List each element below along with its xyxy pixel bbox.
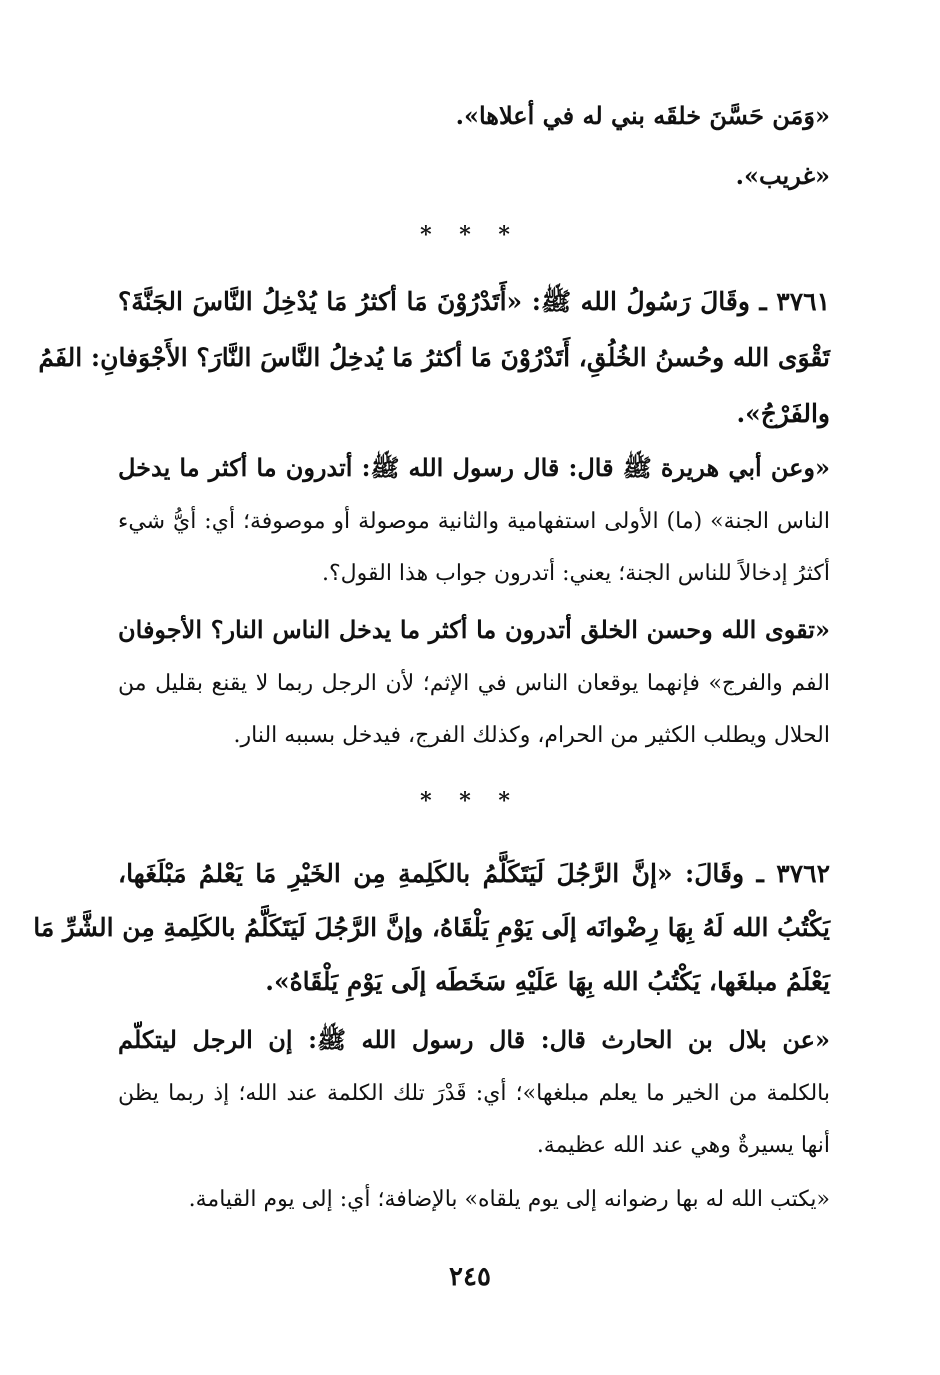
commentary-line-3: أكثرُ إدخالاً للناس الجنة؛ يعني: أتدرون جواب هذا القول؟. bbox=[321, 561, 830, 586]
commentary-line-6: الحلال ويطلب الكثير من الحرام، وكذلك الفرج، فيدخل بسببه النار. bbox=[233, 723, 830, 748]
commentary-line-8: بالكلمة من الخير ما يعلم مبلغها»؛ أي: قَدْرَ تلك الكلمة عند الله؛ إذ ربما يظن bbox=[118, 1081, 830, 1106]
section-separator-1: * * * bbox=[420, 222, 520, 248]
commentary-line-5: الفم والفرج» فإنهما يوقعان الناس في الإثم؛ لأن الرجل ربما لا يقنع بقليل من bbox=[118, 671, 830, 696]
text-line-2: «غريب». bbox=[735, 161, 830, 190]
hadith-3762-line-1: ٣٧٦٢ ـ وقَالَ: «إنَّ الرَّجُلَ لَيَتَكَلَّمُ بالكَلِمةِ مِن الخَيْرِ مَا يَعْلمُ مَبْلَغَها، bbox=[118, 859, 830, 888]
hadith-3761-line-3: والفَرْجُ». bbox=[736, 399, 830, 428]
commentary-line-2: الناس الجنة» (ما) الأولى استفهامية والثانية موصولة أو موصوفة؛ أي: أيُّ شيء bbox=[118, 509, 830, 534]
commentary-line-7: «عن بلال بن الحارث قال: قال رسول الله ﷺ: إن الرجل ليتكلّم bbox=[118, 1025, 830, 1054]
hadith-3762-line-3: يَعْلَمُ مبلغَها، يَكْتُبُ الله بِهَا عَلَيْهِ سَخَطَه إلَى يَوْمِ يَلْقَاهُ». bbox=[265, 967, 830, 996]
commentary-line-4: «تقوى الله وحسن الخلق أتدرون ما أكثر ما يدخل الناس النار؟ الأجوفان bbox=[118, 615, 830, 644]
page-number: ٢٤٥ bbox=[449, 1262, 491, 1292]
hadith-3761-line-1: ٣٧٦١ ـ وقَالَ رَسُولُ الله ﷺ: «أَتَدْرُوْنَ مَا أكثرُ مَا يُدْخِلُ النَّاسَ الجَنَّةَ؟ bbox=[118, 287, 830, 316]
commentary-line-9: أنها يسيرةٌ وهي عند الله عظيمة. bbox=[536, 1133, 830, 1158]
hadith-3761-line-2: تَقْوَى الله وحُسنُ الخُلُقِ، أَتَدْرُوْنَ مَا أكثرُ مَا يُدخِلُ النَّاسَ النَّارَ؟ الأَجْوَفانِ: الفَمُ bbox=[38, 343, 830, 372]
commentary-line-10: «يكتب الله له بها رضوانه إلى يوم يلقاه» بالإضافة؛ أي: إلى يوم القيامة. bbox=[188, 1187, 830, 1212]
text-line-1: «وَمَن حَسَّنَ خلقَه بني له في أعلاها». bbox=[455, 101, 830, 130]
section-separator-2: * * * bbox=[420, 788, 520, 814]
commentary-line-1: «وعن أبي هريرة ﷺ قال: قال رسول الله ﷺ: أتدرون ما أكثر ما يدخل bbox=[118, 453, 830, 482]
hadith-3762-line-2: يَكْتُبُ الله لَهُ بِهَا رِضْوانَه إلَى يَوْمِ يَلْقَاهُ، وإنَّ الرَّجُلَ لَيَتَكَلَّمُ بالكَلِمةِ مِن الشَّرِّ مَا bbox=[33, 913, 830, 942]
